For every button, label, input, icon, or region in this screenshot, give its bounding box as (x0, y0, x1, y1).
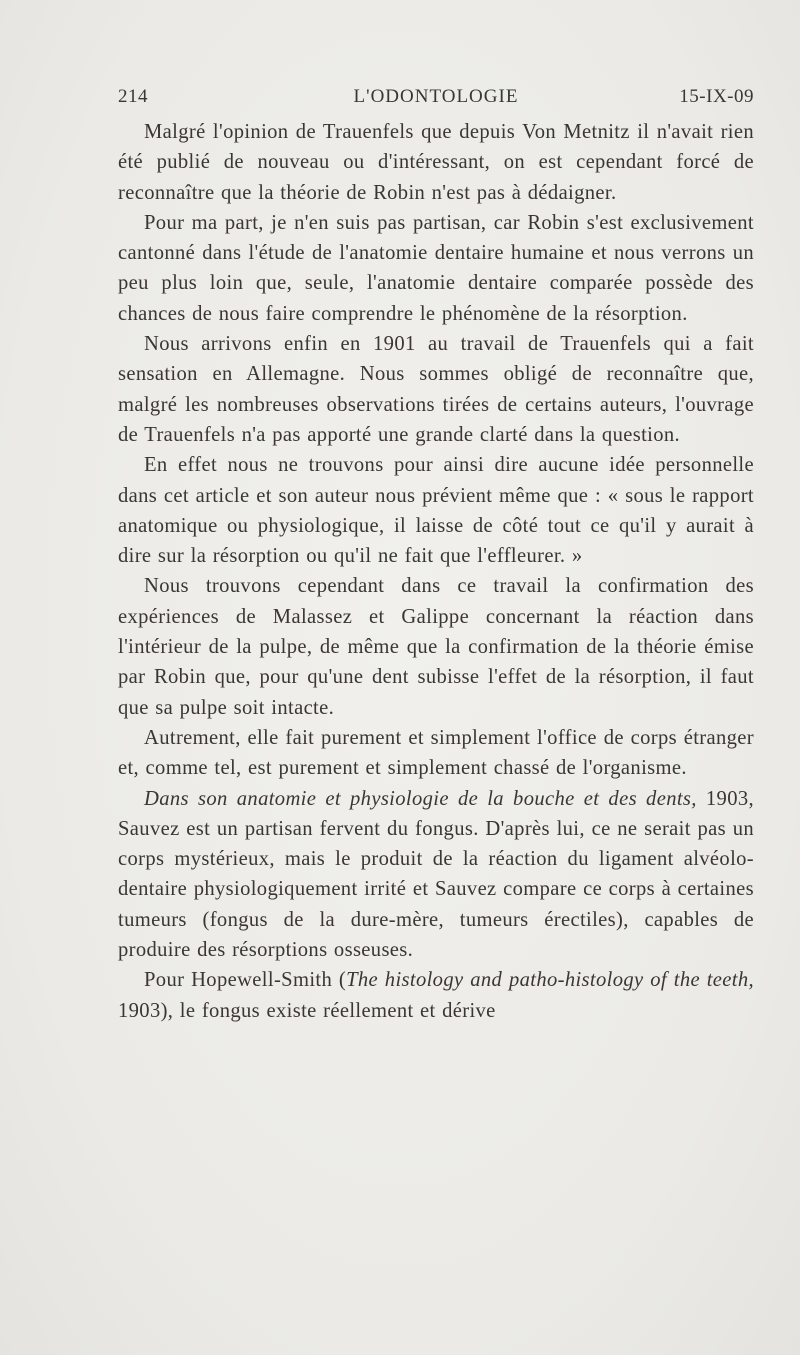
book-title-sauvez: Dans son anatomie et physiologie de la bouche et des dents, (144, 787, 697, 810)
journal-title: L'ODONTOLOGIE (353, 86, 519, 107)
running-header (118, 86, 754, 114)
paragraph-3: Nous arrivons enfin en 1901 au travail de Trauenfels qui a fait sensation en Allemagne. Nous sommes obligé de reconnaître que, malgré les nombreuses observations tirées de certains auteurs, l'ouvrage de Trauenfels n'a pas apporté une grande clarté dans la question. (118, 333, 754, 446)
paragraph-1: Malgré l'opinion de Trauenfels que depuis Von Metnitz il n'avait rien été publié de nouveau ou d'intéressant, on est cependant forcé de reconnaître que la théorie de Robin n'est pas à dédaigner. (118, 121, 754, 204)
paragraph-7: Dans son anatomie et physiologie de la bouche et des dents, 1903, Sauvez est un partisan fervent du fongus. D'après lui, ce ne serait pas un corps mystérieux, mais le produit de la réaction du ligament alvéolo-dentaire physiologiquement irrité et Sauvez compare ce corps à certaines tumeurs (fongus de la dure-mère, tumeurs érectiles), capables de produire des résorptions osseuses. (118, 787, 754, 962)
paragraph-8: Pour Hopewell-Smith (The histology and patho-histology of the teeth, 1903), le fongus existe réellement et dérive (118, 969, 754, 1022)
issue-date: 15-IX-09 (679, 86, 754, 107)
paragraph-6: Autrement, elle fait purement et simplement l'office de corps étranger et, comme tel, est purement et simplement chassé de l'organisme. (118, 726, 754, 780)
paragraph-2: Pour ma part, je n'en suis pas partisan, car Robin s'est exclusivement cantonné dans l'étude de l'anatomie dentaire humaine et nous verrons un peu plus loin que, seule, l'anatomie dentaire comparée possède des chances de nous faire comprendre le phénomène de la résorption. (118, 211, 754, 325)
body-text (118, 117, 754, 1026)
page-number: 214 (118, 86, 148, 107)
paragraph-4: En effet nous ne trouvons pour ainsi dire aucune idée personnelle dans cet article et son auteur nous prévient même que : « sous le rapport anatomique ou physiologique, il laisse de côté tout ce qu'il y aurait à dire sur la résorption ou qu'il ne fait que l'effleurer. » (118, 454, 754, 568)
book-title-hopewell-smith: The histology and patho-histology of the teeth, (346, 969, 754, 992)
paragraph-5: Nous trouvons cependant dans ce travail la confirmation des expériences de Malassez et Galippe concernant la réaction dans l'intérieur de la pulpe, de même que la confirmation de la théorie émise par Robin que, pour qu'une dent subisse l'effet de la résorption, il faut que sa pulpe soit intacte. (118, 575, 754, 719)
